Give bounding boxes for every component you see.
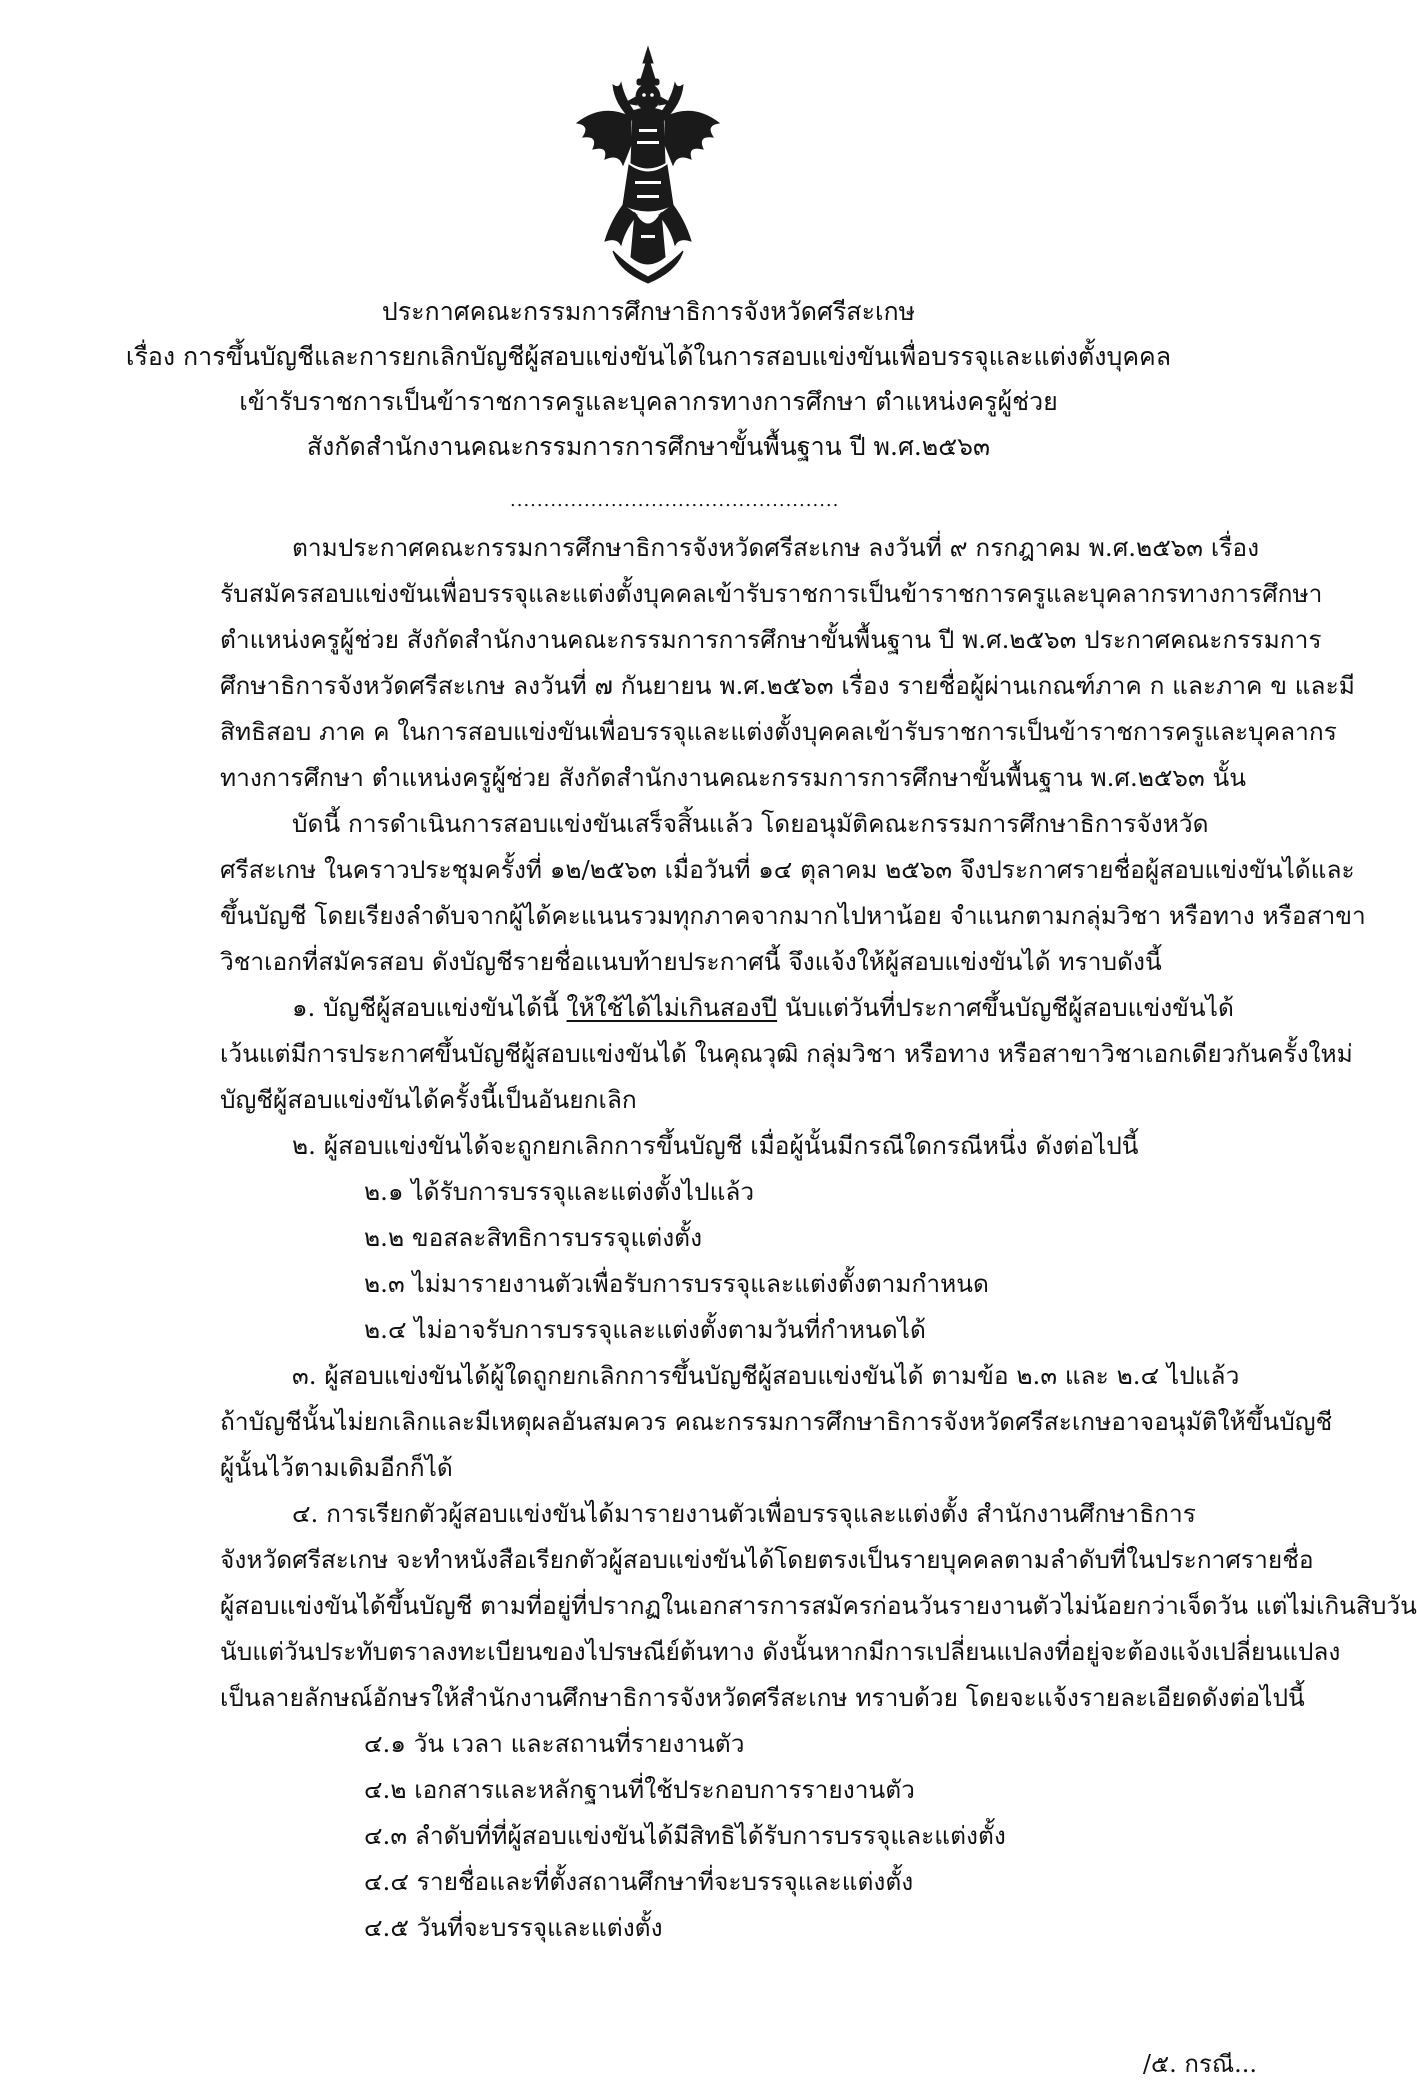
item-1-cont-line: บัญชีผู้สอบแข่งขันได้ครั้งนี้เป็นอันยกเลิก (220, 1085, 637, 1114)
item-4-sub: ๔.๓ ลำดับที่ที่ผู้สอบแข่งขันได้มีสิทธิได้รับการบรรจุและแต่งตั้ง (364, 1821, 1006, 1850)
intro-line: ตามประกาศคณะกรรมการศึกษาธิการจังหวัดศรีสะเกษ ลงวันที่ ๙ กรกฎาคม พ.ศ.๒๕๖๓ เรื่อง (292, 533, 1260, 562)
header-separator: ................................................. (510, 490, 840, 511)
item-1-cont-line: เว้นแต่มีการประกาศขึ้นบัญชีผู้สอบแข่งขันได้ ในคุณวุฒิ กลุ่มวิชา หรือทาง หรือสาขาวิชาเอกเดียวกันครั้งใหม่ (220, 1039, 1353, 1068)
intro-line: ทางการศึกษา ตำแหน่งครูผู้ช่วย สังกัดสำนักงานคณะกรรมการการศึกษาขั้นพื้นฐาน พ.ศ.๒๕๖๓ นั้น (220, 763, 1247, 792)
item-4-line: เป็นลายลักษณ์อักษรให้สำนักงานศึกษาธิการจังหวัดศรีสะเกษ ทราบด้วย โดยจะแจ้งรายละเอียดดังต่อไปนี้ (220, 1683, 1305, 1712)
item-1-post: นับแต่วันที่ประกาศขึ้นบัญชีผู้สอบแข่งขันได้ (777, 993, 1234, 1022)
item-2-line: ๒. ผู้สอบแข่งขันได้จะถูกยกเลิกการขึ้นบัญชี เมื่อผู้นั้นมีกรณีใดกรณีหนึ่ง ดังต่อไปนี้ (292, 1131, 1139, 1160)
paragraph-2-line: ขึ้นบัญชี โดยเรียงลำดับจากผู้ได้คะแนนรวมทุกภาคจากมากไปหาน้อย จำแนกตามกลุ่มวิชา หรือทาง หรือสาขา (220, 901, 1366, 930)
header-subject-line: เรื่อง การขึ้นบัญชีและการยกเลิกบัญชีผู้สอบแข่งขันได้ในการสอบแข่งขันเพื่อบรรจุและแต่งตั้งบุคคล (125, 342, 1172, 371)
item-4-sub: ๔.๕ วันที่จะบรรจุและแต่งตั้ง (364, 1913, 663, 1942)
paragraph-2-line: บัดนี้ การดำเนินการสอบแข่งขันเสร็จสิ้นแล้ว โดยอนุมัติคณะกรรมการศึกษาธิการจังหวัด (292, 809, 1209, 838)
item-2-sub: ๒.๒ ขอสละสิทธิการบรรจุแต่งตั้ง (364, 1223, 703, 1252)
page-continuation: /๕. กรณี... (1142, 2050, 1257, 2078)
header-subject-line-3: สังกัดสำนักงานคณะกรรมการการศึกษาขั้นพื้นฐาน ปี พ.ศ.๒๕๖๓ (306, 432, 991, 461)
item-4-sub: ๔.๔ รายชื่อและที่ตั้งสถานศึกษาที่จะบรรจุและแต่งตั้ง (364, 1867, 914, 1896)
header-agency-line: ประกาศคณะกรรมการศึกษาธิการจังหวัดศรีสะเกษ (381, 297, 916, 326)
item-2-sub: ๒.๓ ไม่มารายงานตัวเพื่อรับการบรรจุและแต่งตั้งตามกำหนด (364, 1269, 989, 1298)
item-2-sub: ๒.๑ ได้รับการบรรจุและแต่งตั้งไปแล้ว (364, 1177, 755, 1206)
item-4-sub: ๔.๒ เอกสารและหลักฐานที่ใช้ประกอบการรายงานตัว (364, 1775, 915, 1804)
item-4-sub: ๔.๑ วัน เวลา และสถานที่รายงานตัว (364, 1729, 745, 1758)
header-subject-line-2: เข้ารับราชการเป็นข้าราชการครูและบุคลากรทางการศึกษา ตำแหน่งครูผู้ช่วย (239, 387, 1058, 416)
item-4-line: ๔. การเรียกตัวผู้สอบแข่งขันได้มารายงานตัวเพื่อบรรจุและแต่งตั้ง สำนักงานศึกษาธิการ (292, 1499, 1196, 1528)
item-4-line: ผู้สอบแข่งขันได้ขึ้นบัญชี ตามที่อยู่ที่ปรากฏในเอกสารการสมัครก่อนวันรายงานตัวไม่น้อยกว่าเจ็ดวัน แต่ไม่เกินสิบวัน (220, 1591, 1417, 1620)
item-3-line: ๓. ผู้สอบแข่งขันได้ผู้ใดถูกยกเลิกการขึ้นบัญชีผู้สอบแข่งขันได้ ตามข้อ ๒.๓ และ ๒.๔ ไปแล้ว (292, 1361, 1240, 1390)
announcement-header (0, 289, 1297, 469)
announcement-body (220, 525, 1417, 1951)
item-3-line: ถ้าบัญชีนั้นไม่ยกเลิกและมีเหตุผลอันสมควร คณะกรรมการศึกษาธิการจังหวัดศรีสะเกษอาจอนุมัติให้ขึ้นบัญชี (220, 1407, 1333, 1436)
item-3-line: ผู้นั้นไว้ตามเดิมอีกก็ได้ (220, 1453, 453, 1482)
item-1-line (220, 985, 1255, 1031)
item-1-pre: ๑. บัญชีผู้สอบแข่งขันได้นี้ (292, 993, 567, 1022)
intro-line: สิทธิสอบ ภาค ค ในการสอบแข่งขันเพื่อบรรจุและแต่งตั้งบุคคลเข้ารับราชการเป็นข้าราชการครูและบุคลากร (220, 717, 1337, 746)
paragraph-2-line: วิชาเอกที่สมัครสอบ ดังบัญชีรายชื่อแนบท้ายประกาศนี้ จึงแจ้งให้ผู้สอบแข่งขันได้ ทราบดังนี้ (220, 947, 1162, 976)
intro-line: รับสมัครสอบแข่งขันเพื่อบรรจุและแต่งตั้งบุคคลเข้ารับราชการเป็นข้าราชการครูและบุคลากรทางการศึกษา (220, 579, 1323, 608)
item-4-line: นับแต่วันประทับตราลงทะเบียนของไปรษณีย์ต้นทาง ดังนั้นหากมีการเปลี่ยนแปลงที่อยู่จะต้องแจ้งเปลี่ยนแปลง (220, 1637, 1341, 1666)
intro-line: ตำแหน่งครูผู้ช่วย สังกัดสำนักงานคณะกรรมการการศึกษาขั้นพื้นฐาน ปี พ.ศ.๒๕๖๓ ประกาศคณะกรรมการ (220, 625, 1322, 654)
garuda-emblem-icon (573, 45, 723, 285)
item-2-sub: ๒.๔ ไม่อาจรับการบรรจุและแต่งตั้งตามวันที่กำหนดได้ (364, 1315, 926, 1344)
intro-line: ศึกษาธิการจังหวัดศรีสะเกษ ลงวันที่ ๗ กันยายน พ.ศ.๒๕๖๓ เรื่อง รายชื่อผู้ผ่านเกณฑ์ภาค ก และภาค ข และมี (220, 671, 1355, 700)
item-1-emphasis: ให้ใช้ได้ไม่เกินสองปี (566, 993, 778, 1022)
paragraph-2-line: ศรีสะเกษ ในคราวประชุมครั้งที่ ๑๒/๒๕๖๓ เมื่อวันที่ ๑๔ ตุลาคม ๒๕๖๓ จึงประกาศรายชื่อผู้สอบแข่งขันได้และ (220, 855, 1355, 884)
item-4-line: จังหวัดศรีสะเกษ จะทำหนังสือเรียกตัวผู้สอบแข่งขันได้โดยตรงเป็นรายบุคคลตามลำดับที่ในประกาศรายชื่อ (220, 1545, 1314, 1574)
